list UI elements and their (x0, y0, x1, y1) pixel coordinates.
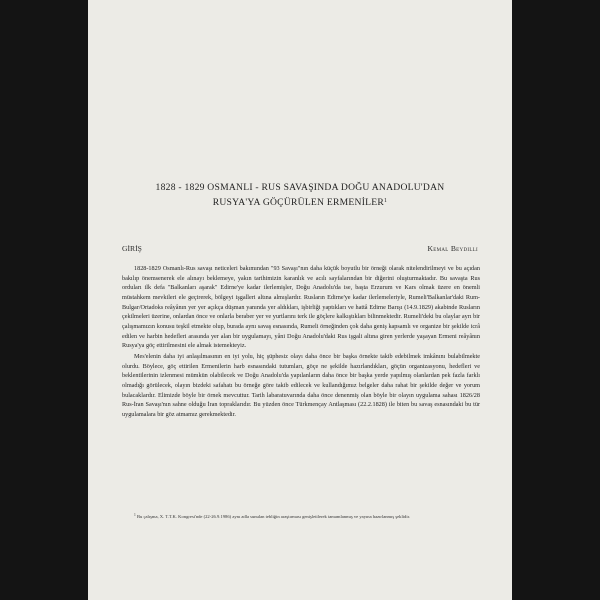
title-line-2-text: RUSYA'YA GÖÇÜRÜLEN ERMENİLER (212, 196, 385, 208)
section-heading: GİRİŞ (122, 244, 142, 253)
title-line-2 (108, 195, 492, 210)
footnote (134, 512, 474, 520)
title-footnote-mark: 1 (384, 197, 388, 204)
article-body (122, 264, 480, 420)
footnote-text: Bu çalışma, X. T.T.K. Kongresi'nde (22-26.9.1986) aynı adla sunulan tebliğin araştırması genişletilerek tamamlanmış ve yayına hazırlanmış şeklidir. (136, 514, 411, 519)
title-line-1: 1828 - 1829 OSMANLI - RUS SAVAŞINDA DOĞU ANADOLU'DAN (155, 182, 445, 193)
paragraph: 1828-1829 Osmanlı-Rus savaşı neticeleri bakımından "93 Savaşı"nın daha küçük boyutlu bir örneği olarak nitelendirilmeyi ve bu açıdan bakılıp önemsenerek ele alınayı beklemeye, yakın tarihimizin karanlık ve acılı sayfalarından bir diğerini oluşturmaktadır. Bu savaşta Rus orduları ilk defa "Balkanları aşarak" Edirne'ye kadar ilerlemişler, Doğu Anadolu'da ise, başta Erzurum ve Kars olmak üzere en önemli müstahkem mevkileri ele geçirerek, bölgeyi işgalleri altına almışlardır. Rusların Edirne'ye kadar ilerlemeleriyle, Rumeli'Balkanlar'daki Rum-Bulgar/Ortadoks reâyânın yer yer açıkça düşman yanında yer aldıkları, işbirliği yaptıkları ve hattâ Edirne Barışı (14.9.1829) akabinde Rusların çekilmeleri üzerine, onlardan önce ve onlarla beraber yer ve yurtlarını terk ile göçlere kalkıştıkları bilinmektedir. Rumeli'deki bu olaylar ayrı bir çalışmamızın konusu teşkil etmekte olup, burada aynı savaş esnasında, Rumeli örneğinden çok daha geniş kapsamlı ve organize bir şekilde icrâ edilen ve harbin hedefleri arasında yer alan bir uygulamayı, yâni Doğu Anadolu'daki Rus işgali altına giren yerlerde yaşayan Ermeni reâyânın Rusya'ya göç ettirilmesini ele almak istemekteyiz. (122, 265, 480, 350)
section-header-row (122, 244, 478, 256)
paragraph: Mes'elenin daha iyi anlaşılmasının en iyi yolu, hiç şüphesiz olayı daha önce bir başka örnekte takib edebilmek imkânını bulabilmekte olurdu. Böylece, göç ettirilen Ermenilerin harb esnasındaki tutumları, göçe ne şekilde hazırlandıkları, göçün organizasyonu, hedefleri ve beklentilerinin izlenmesi mümkün olabilecek ve Doğu Anadolu'da yapılanların daha önce bir başka yerde yapılmış olanlardan pek fazla farklı olmadığı görülecek, olayın bizdeki safahatı bu örneğe göre takib edilecek ve kullandığımız belgeler daha rahat bir şekilde değer ve yorum bulacaklardır. Elimizde böyle bir örnek mevcuttur. Tarih labaratuvarında daha önce denenmiş olan böyle bir olayın uygulama sahası 1826/28 Rus-İran Savaşı'nın sahne olduğu İran topraklarıdır. Bu yüzden önce Türkmençay Antlaşması (22.2.1828) ile biten bu savaş esnasındaki bu tür uygulamalara bir göz atmamız gerekmektedir. (122, 352, 480, 418)
article-title (108, 182, 492, 209)
author-name: Kemal Beydilli (427, 244, 478, 253)
footnote-mark: 1 (134, 513, 136, 517)
document-page (88, 0, 512, 600)
